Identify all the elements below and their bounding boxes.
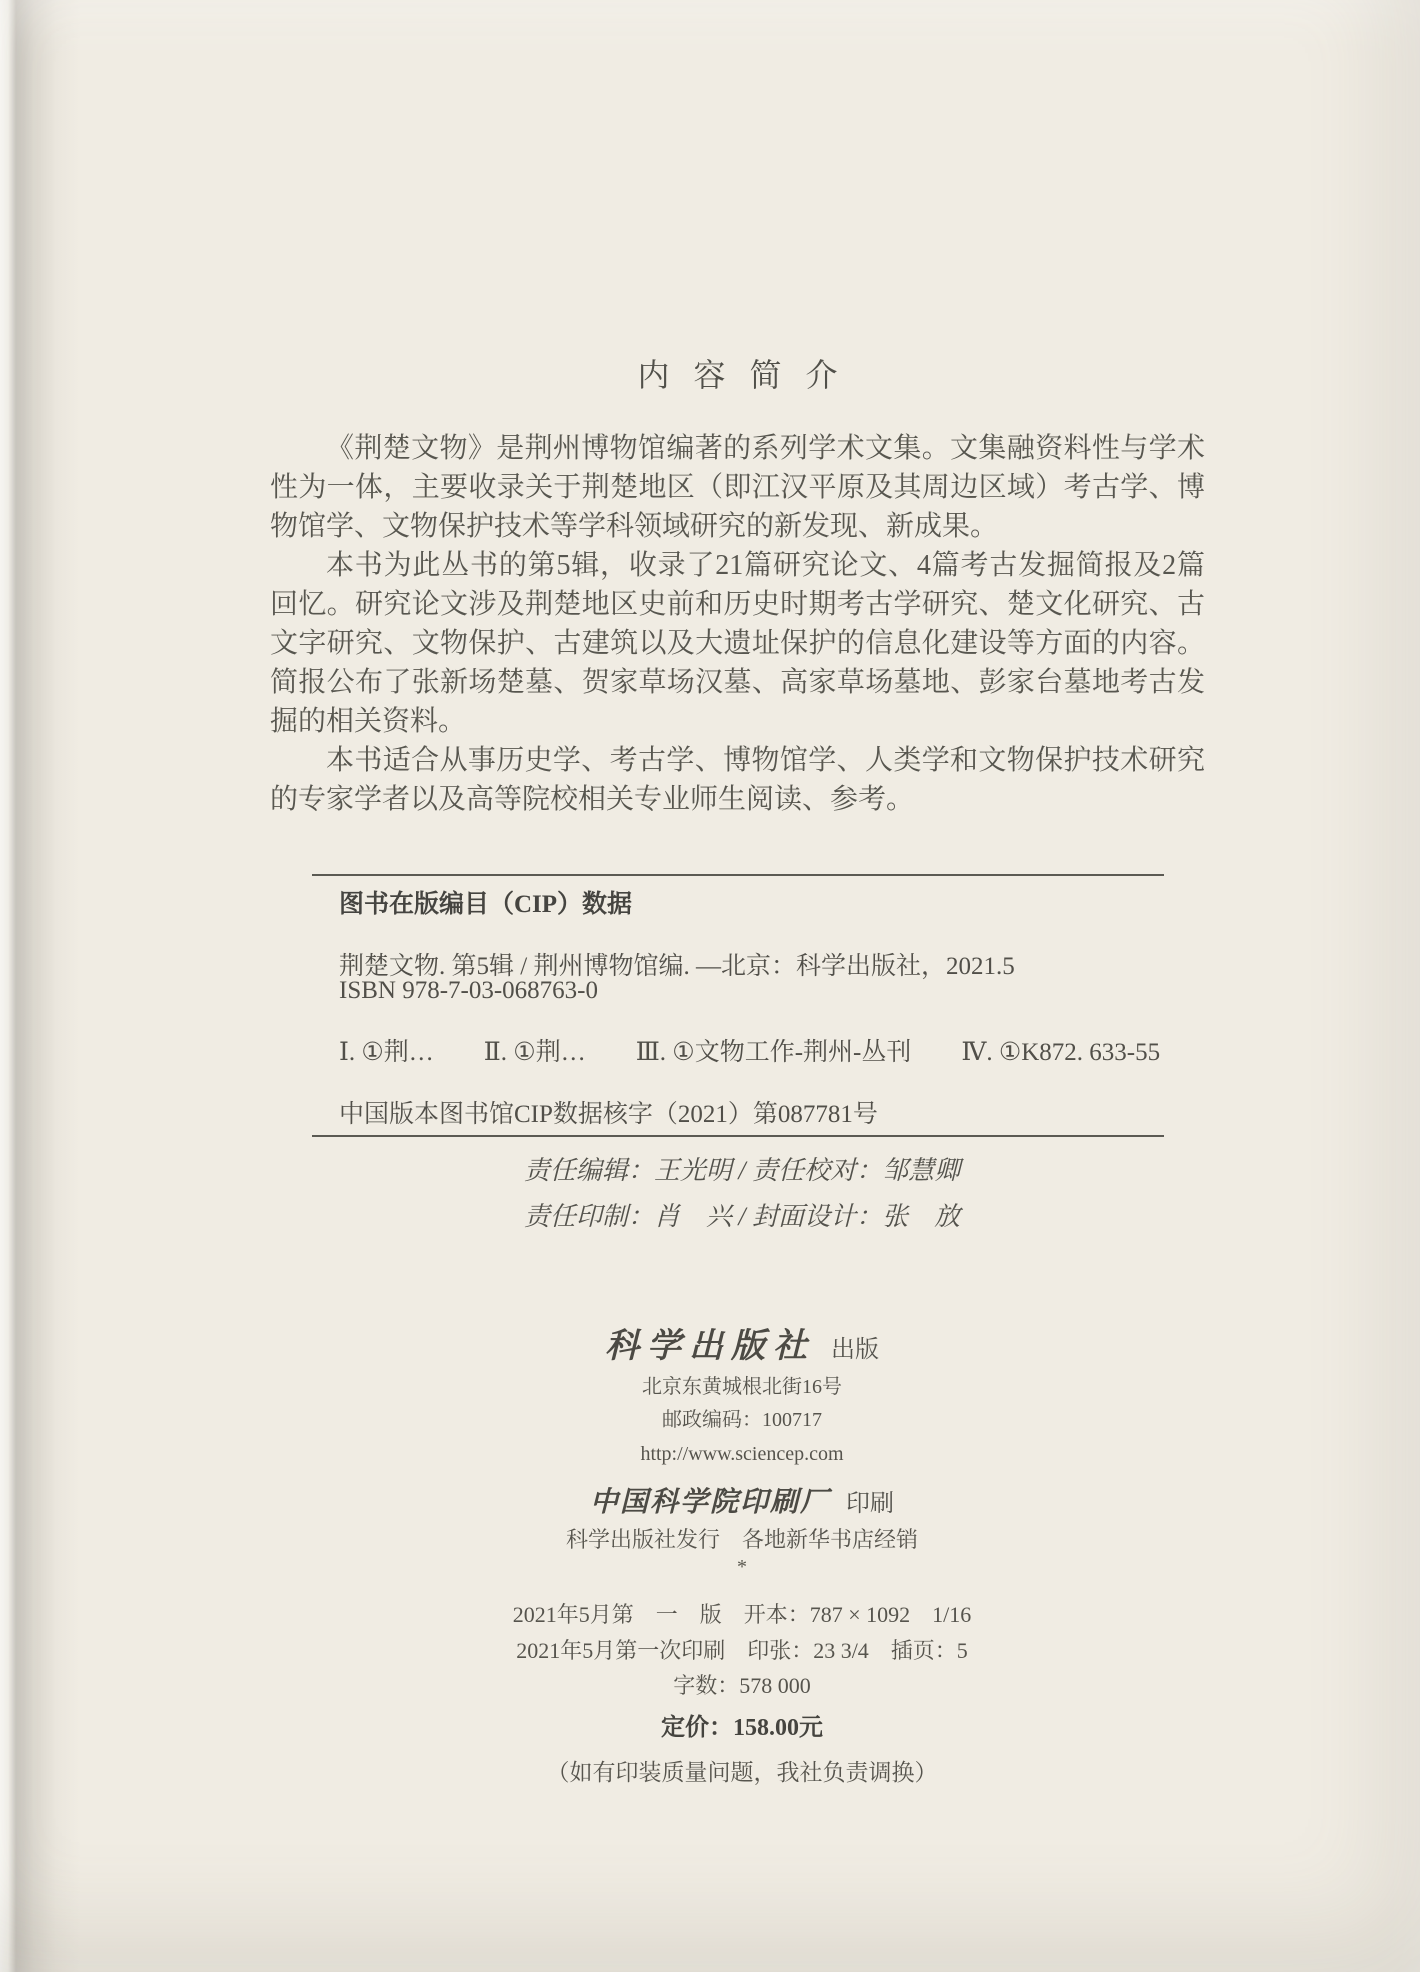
cip-classification-line: Ⅰ. ①荆… Ⅱ. ①荆… Ⅲ. ①文物工作-荆州-丛刊 Ⅳ. ①K872. 633-55 — [339, 1039, 1161, 1066]
cip-data-box — [312, 874, 1164, 1137]
word-count-line: 字数：578 000 — [673, 1673, 811, 1698]
publisher-address-line: 北京东黄城根北街16号 — [642, 1376, 842, 1398]
credits-line-printing: 责任印制：肖 兴 / 封面设计：张 放 — [523, 1202, 961, 1231]
section-divider-asterisk: * — [737, 1556, 747, 1578]
printer-role-label: 印刷 — [846, 1491, 895, 1517]
cip-record-number-line: 中国版本图书馆CIP数据核字（2021）第087781号 — [339, 1101, 878, 1128]
intro-paragraph-2: 本书为此丛书的第5辑，收录了21篇研究论文、4篇考古发掘简报及2篇回忆。研究论文涉及荆楚地区史前和历史时期考古学研究、楚文化研究、古文字研究、文物保护、古建筑以及大遗址保护的信息化建设等方面的内容。简报公布了张新场楚墓、贺家草场汉墓、高家草场墓地、彭家台墓地考古发掘的相关资料。 — [270, 550, 1205, 737]
price-line: 定价：158.00元 — [661, 1715, 823, 1741]
intro-section-title: 内容简介 — [637, 357, 862, 393]
cip-heading: 图书在版编目（CIP）数据 — [339, 891, 633, 918]
distribution-line: 科学出版社发行 各地新华书店经销 — [565, 1527, 919, 1552]
credits-line-editors: 责任编辑：王光明 / 责任校对：邹慧卿 — [523, 1156, 961, 1185]
cip-isbn-line: ISBN 978-7-03-068763-0 — [339, 977, 599, 1004]
intro-paragraphs — [270, 429, 1205, 819]
publisher-imprint-line — [605, 1318, 879, 1367]
cip-bibliography-line: 荆楚文物. 第5辑 / 荆州博物馆编. —北京：科学出版社，2021.5 — [339, 953, 1015, 980]
impression-line: 2021年5月第一次印刷 印张：23 3/4 插页：5 — [516, 1638, 968, 1663]
intro-paragraph-3: 本书适合从事历史学、考古学、博物馆学、人类学和文物保护技术研究的专家学者以及高等院校相关专业师生阅读、参考。 — [270, 745, 1205, 815]
postcode-line: 邮政编码：100717 — [662, 1409, 822, 1431]
printer-imprint-line — [590, 1480, 894, 1520]
quality-notice-line: （如有印装质量问题，我社负责调换） — [546, 1760, 938, 1785]
publisher-name-calligraphy: 科学出版社 — [605, 1328, 815, 1365]
intro-paragraph-1: 《荆楚文物》是荆州博物馆编著的系列学术文集。文集融资料性与学术性为一体，主要收录关于荆楚地区（即江汉平原及其周边区域）考古学、博物馆学、文物保护技术等学科领域研究的新发现、新成果。 — [270, 433, 1205, 542]
website-line: http://www.sciencep.com — [640, 1443, 844, 1465]
publisher-role-label: 出版 — [831, 1337, 879, 1363]
printer-name-calligraphy: 中国科学院印刷厂 — [589, 1487, 831, 1518]
edition-line: 2021年5月第 一 版 开本：787 × 1092 1/16 — [512, 1602, 972, 1627]
